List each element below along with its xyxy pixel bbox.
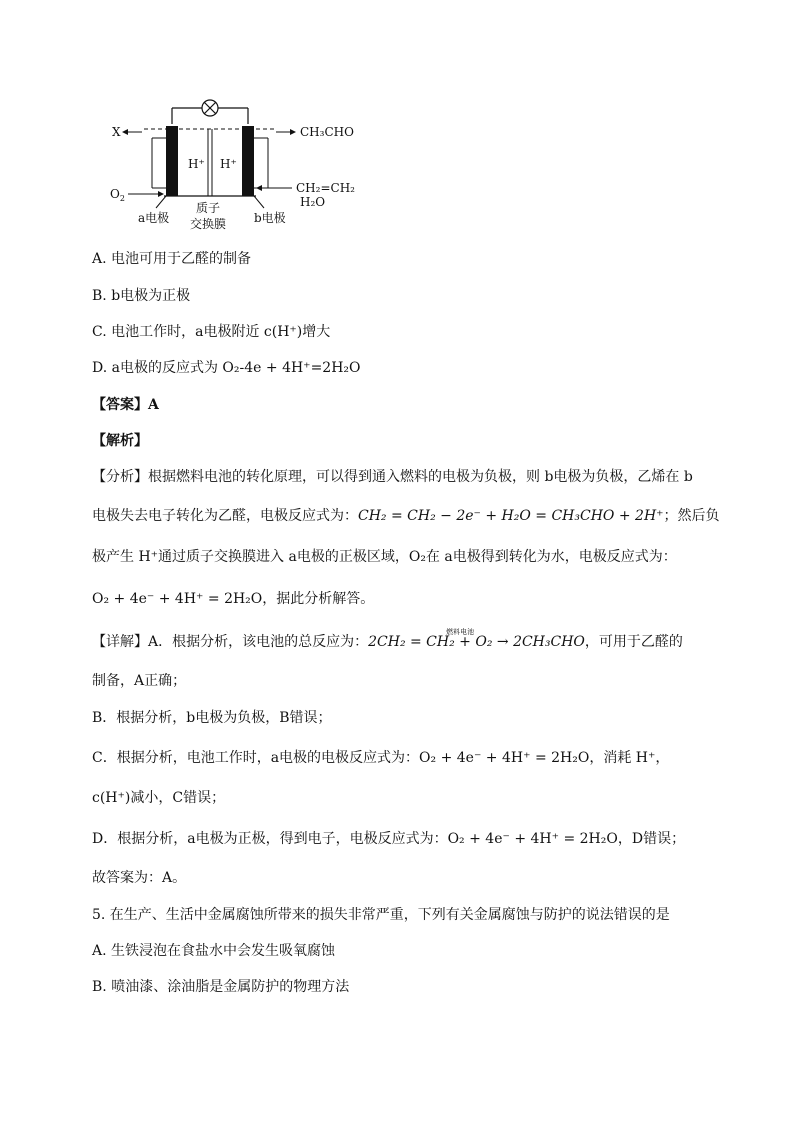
reactant-label-1: CH₂=CH₂ <box>296 181 355 195</box>
electrode-a-label: a电极 <box>138 211 170 225</box>
analysis-line-2-text: 电极失去电子转化为乙醛，电极反应式为： <box>92 508 358 524</box>
option-a: A. 电池可用于乙醛的制备 <box>92 251 252 267</box>
analysis-line-2-tail: ；然后负 <box>663 508 720 524</box>
fuel-cell-diagram <box>108 96 378 236</box>
answer: 【答案】A <box>92 397 159 413</box>
analysis-heading: 【解析】 <box>92 433 148 449</box>
arrow-left-icon <box>256 185 262 191</box>
product-label: CH₃CHO <box>300 125 354 139</box>
equation-total: 2CH₂ = CH₂ + O₂ → 2CH₃CHO 燃料电池 <box>368 633 585 651</box>
option-d: D. a电极的反应式为 O₂-4e + 4H⁺=2H₂O <box>92 360 361 376</box>
analysis-line-1: 【分析】根据燃料电池的转化原理，可以得到通入燃料的电极为负极，则 b电极为负极，乙烯在 b <box>92 469 693 485</box>
question-5-stem: 5. 在生产、生活中金属腐蚀所带来的损失非常严重，下列有关金属腐蚀与防护的说法错误的是 <box>92 907 670 923</box>
question-5-option-a: A. 生铁浸泡在食盐水中会发生吸氧腐蚀 <box>92 943 336 959</box>
arrow-left-icon <box>122 129 128 135</box>
h-plus-right: H⁺ <box>220 157 237 171</box>
electrode-a <box>166 126 178 196</box>
analysis-line-3: 极产生 H⁺通过质子交换膜进入 a电极的正极区域，O₂在 a电极得到转化为水，电极反应式为： <box>92 549 677 565</box>
arrow-condition-label: 燃料电池 <box>446 628 475 636</box>
o2-label: $O_2$ <box>110 187 125 203</box>
detail-line-1 <box>92 628 683 651</box>
option-c: C. 电池工作时，a电极附近 c(H⁺)增大 <box>92 324 331 340</box>
electrode-b <box>242 126 254 196</box>
detail-line-3: B．根据分析，b电极为负极，B错误； <box>92 710 332 726</box>
membrane-label-1: 质子 <box>196 201 221 215</box>
detail-line-4: C．根据分析，电池工作时，a电极的电极反应式为：O₂ + 4e⁻ + 4H⁺ = 2H₂O，消耗 H⁺， <box>92 750 670 766</box>
arrow-right-icon <box>158 191 164 197</box>
detail-line-5: c(H⁺)减小，C错误； <box>92 790 226 806</box>
detail-line-2: 制备，A正确； <box>92 673 187 689</box>
analysis-line-4: O₂ + 4e⁻ + 4H⁺ = 2H₂O，据此分析解答。 <box>92 591 375 607</box>
x-label: X <box>112 125 121 139</box>
question-5-option-b: B. 喷油漆、涂油脂是金属防护的物理方法 <box>92 979 350 995</box>
detail-line-6: D．根据分析，a电极为正极，得到电子，电极反应式为：O₂ + 4e⁻ + 4H⁺ = 2H₂O，D错误； <box>92 831 686 847</box>
h-plus-left: H⁺ <box>188 157 205 171</box>
membrane-label-2: 交换膜 <box>190 217 227 231</box>
arrow-right-icon <box>290 129 296 135</box>
equation-anode: CH₂ = CH₂ − 2e⁻ + H₂O = CH₃CHO + 2H⁺ <box>358 508 664 524</box>
detail-line-7: 故答案为：A。 <box>92 870 187 886</box>
option-b: B. b电极为正极 <box>92 288 191 304</box>
analysis-line-2 <box>92 507 720 525</box>
electrode-b-label: b电极 <box>254 211 286 225</box>
detail-line-1-tail: ，可用于乙醛的 <box>584 634 683 650</box>
detail-line-1-text: 【详解】A．根据分析，该电池的总反应为： <box>92 634 369 650</box>
reactant-label-2: H₂O <box>300 195 326 209</box>
